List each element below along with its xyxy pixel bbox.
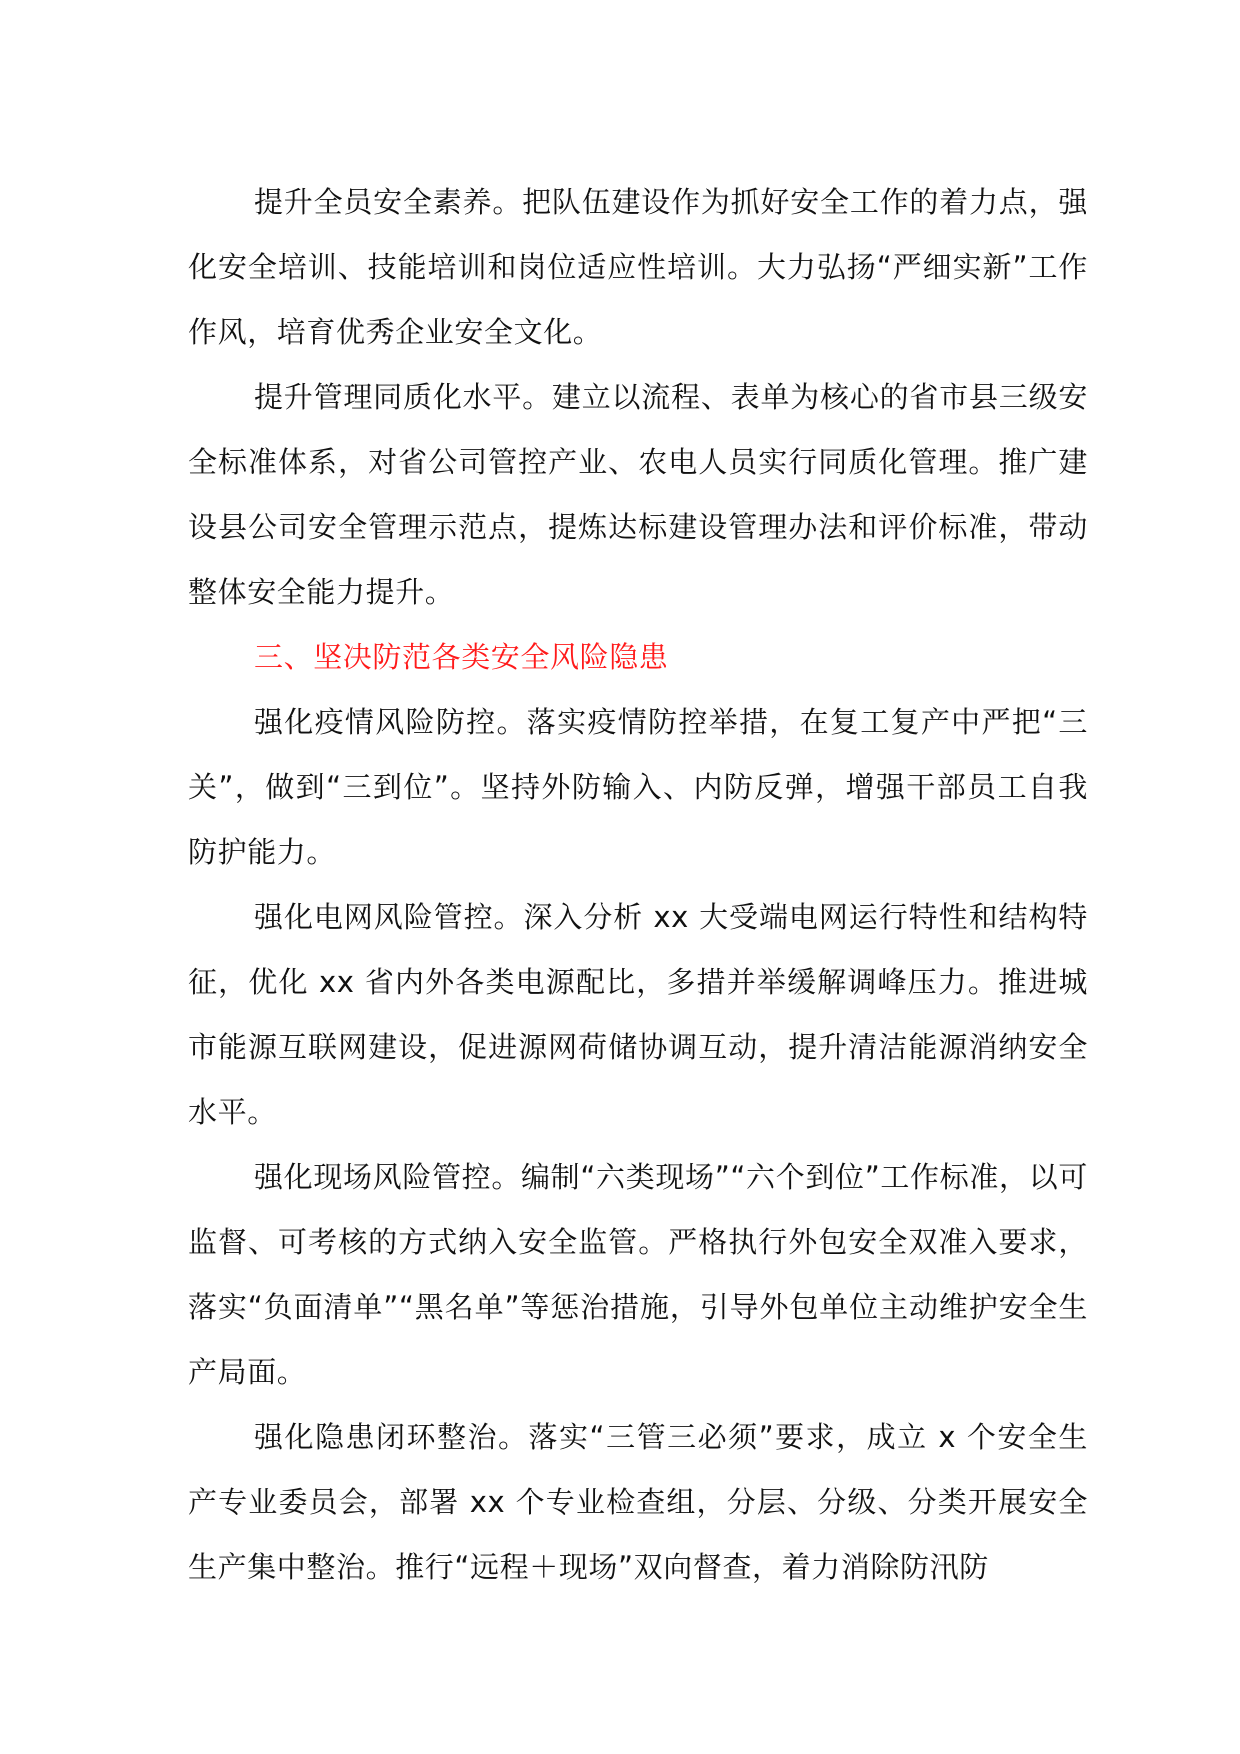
paragraph-epidemic-risk: 强化疫情风险防控。落实疫情防控举措，在复工复产中严把“三关”，做到“三到位”。坚持外防输入、内防反弹，增强干部员工自我防护能力。 <box>188 705 1088 869</box>
section-heading: 三、坚决防范各类安全风险隐患 <box>254 640 669 674</box>
paragraph-grid-risk: 强化电网风险管控。深入分析 xx 大受端电网运行特性和结构特征，优化 xx 省内外各类电源配比，多措并举缓解调峰压力。推进城市能源互联网建设，促进源网荷储协调互动，提升清洁能源消纳安全水平。 <box>188 900 1088 1129</box>
document-body <box>188 170 1088 1600</box>
paragraph-site-risk: 强化现场风险管控。编制“六类现场”“六个到位”工作标准，以可监督、可考核的方式纳入安全监管。严格执行外包安全双准入要求，落实“负面清单”“黑名单”等惩治措施，引导外包单位主动维护安全生产局面。 <box>188 1160 1088 1389</box>
paragraph-hazard-rectification: 强化隐患闭环整治。落实“三管三必须”要求，成立 x 个安全生产专业委员会，部署 xx 个专业检查组，分层、分级、分类开展安全生产集中整治。推行“远程＋现场”双向督查，着力消除防汛防 <box>188 1420 1088 1584</box>
paragraph-management-standardization: 提升管理同质化水平。建立以流程、表单为核心的省市县三级安全标准体系，对省公司管控产业、农电人员实行同质化管理。推广建设县公司安全管理示范点，提炼达标建设管理办法和评价标准，带动整体安全能力提升。 <box>188 380 1088 609</box>
paragraph-staff-safety: 提升全员安全素养。把队伍建设作为抓好安全工作的着力点，强化安全培训、技能培训和岗位适应性培训。大力弘扬“严细实新”工作作风，培育优秀企业安全文化。 <box>188 185 1088 349</box>
